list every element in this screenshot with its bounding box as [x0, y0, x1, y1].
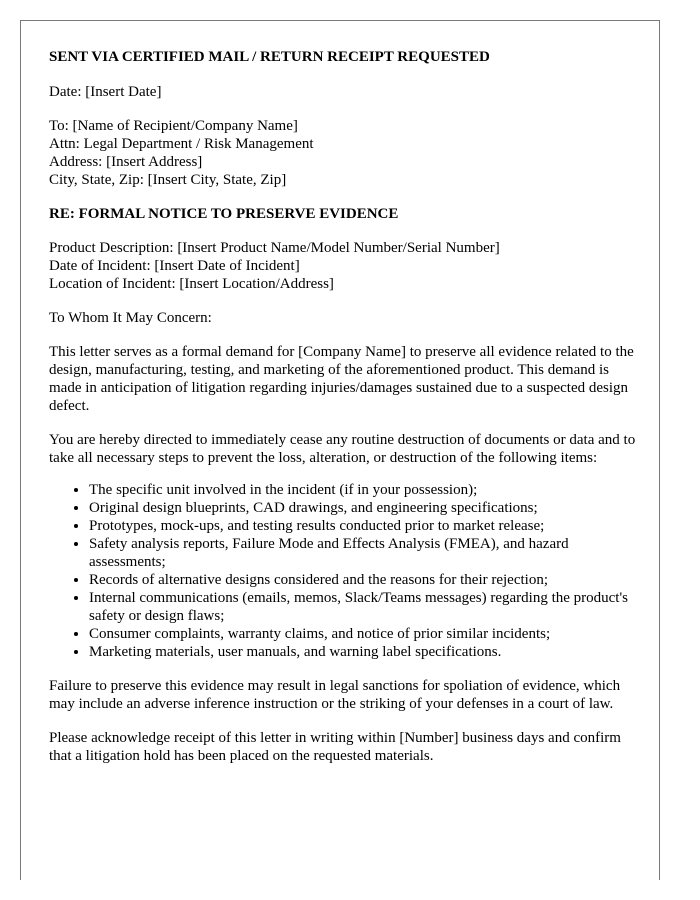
list-item: • Internal communications (emails, memos, Slack/Teams messages) regarding the product's safety or design flaws; — [89, 589, 639, 625]
letter-body — [49, 48, 639, 781]
recipient-attn: Attn: Legal Department / Risk Management — [49, 136, 314, 152]
recipient-to: To: [Name of Recipient/Company Name] — [49, 118, 298, 134]
list-item: • Records of alternative designs considered and the reasons for their rejection; — [89, 571, 639, 589]
paragraph-directive: You are hereby directed to immediately cease any routine destruction of documents or data and to take all necessary steps to prevent the loss, alteration, or destruction of the following items: — [49, 432, 636, 466]
list-item: • The specific unit involved in the incident (if in your possession); — [89, 481, 639, 499]
incident-location: Location of Incident: [Insert Location/Address] — [49, 276, 334, 292]
product-description: Product Description: [Insert Product Name/Model Number/Serial Number] — [49, 240, 500, 256]
recipient-block — [49, 117, 639, 189]
list-item: • Original design blueprints, CAD drawings, and engineering specifications; — [89, 499, 639, 517]
list-item: • Consumer complaints, warranty claims, and notice of prior similar incidents; — [89, 625, 639, 643]
mail-notice: SENT VIA CERTIFIED MAIL / RETURN RECEIPT REQUESTED — [49, 49, 490, 65]
list-item: • Prototypes, mock-ups, and testing results conducted prior to market release; — [89, 517, 639, 535]
paragraph-acknowledge: Please acknowledge receipt of this letter in writing within [Number] business days and confirm that a litigation hold has been placed on the requested materials. — [49, 730, 621, 764]
paragraph-sanctions: Failure to preserve this evidence may result in legal sanctions for spoliation of evidence, which may include an adverse inference instruction or the striking of your defenses in a court of law. — [49, 678, 621, 712]
paragraph-demand: This letter serves as a formal demand for [Company Name] to preserve all evidence related to the design, manufacturing, testing, and marketing of the aforementioned product. This demand is made in anticipation of litigation regarding injuries/damages sustained due to a suspected design defect. — [49, 344, 634, 414]
date-line: Date: [Insert Date] — [49, 84, 162, 100]
letter-page — [20, 20, 660, 880]
salutation: To Whom It May Concern: — [49, 310, 212, 326]
recipient-city: City, State, Zip: [Insert City, State, Zip] — [49, 172, 287, 188]
list-item: • Safety analysis reports, Failure Mode and Effects Analysis (FMEA), and hazard assessments; — [89, 535, 639, 571]
recipient-address: Address: [Insert Address] — [49, 154, 203, 170]
incident-date: Date of Incident: [Insert Date of Incident] — [49, 258, 300, 274]
list-item: • Marketing materials, user manuals, and warning label specifications. — [89, 643, 639, 661]
re-heading: RE: FORMAL NOTICE TO PRESERVE EVIDENCE — [49, 206, 399, 222]
incident-details — [49, 239, 639, 293]
evidence-list — [49, 481, 639, 661]
